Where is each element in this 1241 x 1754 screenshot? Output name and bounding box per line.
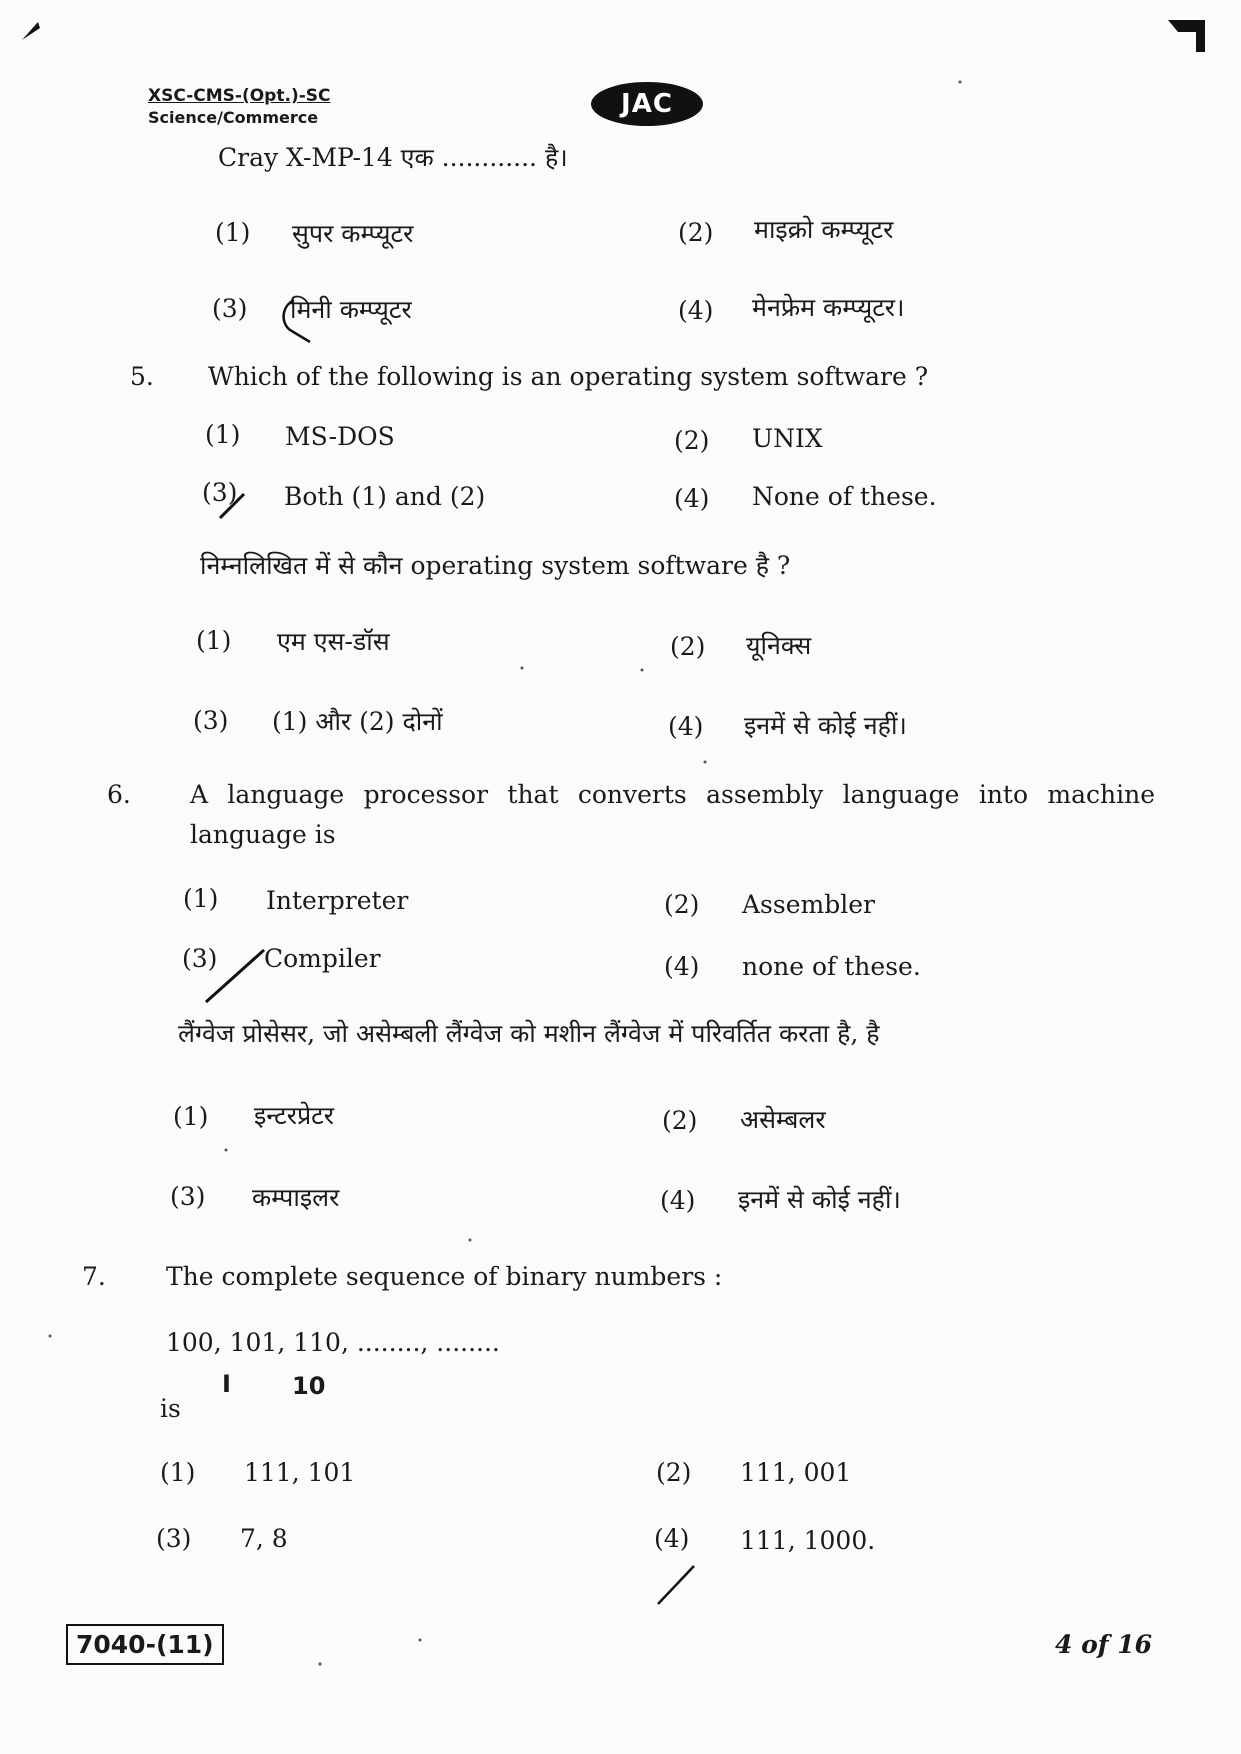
q5-en-option-3-text: Both (1) and (2) <box>284 482 486 511</box>
q7-number: 7. <box>82 1262 106 1291</box>
q7-option-3-num: (3) <box>156 1524 192 1553</box>
q5-hi-option-2-text: यूनिक्स <box>746 631 812 660</box>
tick-mark-q4 <box>284 300 310 342</box>
paper-code: XSC-CMS-(Opt.)-SC <box>148 86 331 106</box>
q5-en-option-1-num: (1) <box>205 420 241 449</box>
handwritten-note-2: 10 <box>292 1372 326 1400</box>
q4-option-3-num: (3) <box>212 294 248 323</box>
q5-hi-option-4-text: इनमें से कोई नहीं। <box>744 711 907 740</box>
stream-label: Science/Commerce <box>148 108 319 127</box>
q5-hi-option-4-num: (4) <box>668 712 704 741</box>
tick-mark-q5 <box>220 494 244 518</box>
handwritten-note-1: I <box>222 1370 231 1398</box>
q7-option-1-num: (1) <box>160 1458 196 1487</box>
q6-stem-en: A language processor that converts assembly language into machine language is <box>190 780 1155 849</box>
q5-hi-option-1-text: एम एस-डॉस <box>277 627 390 656</box>
q6-hi-option-3-num: (3) <box>170 1182 206 1211</box>
q6-en-option-3-num: (3) <box>182 944 218 973</box>
q5-en-option-2-text: UNIX <box>752 424 823 453</box>
q4-option-1-text: सुपर कम्प्यूटर <box>292 219 414 248</box>
q5-en-option-4-text: None of these. <box>752 482 937 511</box>
q6-en-option-4-num: (4) <box>664 952 700 981</box>
q5-stem-hindi: निम्नलिखित में से कौन operating system software है ? <box>200 551 791 580</box>
q6-hi-option-1-num: (1) <box>173 1102 209 1131</box>
q5-hi-option-2-num: (2) <box>670 632 706 661</box>
q5-en-option-3-num: (3) <box>202 478 238 507</box>
q7-option-2-num: (2) <box>656 1458 692 1487</box>
q4-option-2-text: माइक्रो कम्प्यूटर <box>754 215 894 244</box>
q7-option-3-text: 7, 8 <box>240 1524 288 1553</box>
q7-stem-en: The complete sequence of binary numbers : <box>166 1262 723 1291</box>
q7-option-1-text: 111, 101 <box>244 1458 356 1487</box>
q7-option-4-num: (4) <box>654 1524 690 1553</box>
q5-hi-option-3-num: (3) <box>193 706 229 735</box>
q6-en-option-4-text: none of these. <box>742 952 921 981</box>
q7-option-4-text: 111, 1000. <box>740 1526 876 1555</box>
q6-en-option-1-num: (1) <box>183 884 219 913</box>
q6-en-option-3-text: Compiler <box>264 944 381 973</box>
q4-option-3-text: मिनी कम्प्यूटर <box>290 295 412 324</box>
q5-stem-en: Which of the following is an operating system software ? <box>208 362 929 391</box>
q6-en-option-1-text: Interpreter <box>266 886 409 915</box>
q6-stem-hindi: लैंग्वेज प्रोसेसर, जो असेम्बली लैंग्वेज को मशीन लैंग्वेज में परिवर्तित करता है, है <box>178 1019 880 1048</box>
corner-mark-top-right <box>1168 20 1205 52</box>
q6-en-option-2-num: (2) <box>664 890 700 919</box>
q6-hi-option-4-text: इनमें से कोई नहीं। <box>738 1185 901 1214</box>
q7-sequence: 100, 101, 110, ........, ........ <box>166 1328 500 1357</box>
q6-hi-option-4-num: (4) <box>660 1186 696 1215</box>
q5-hi-option-1-num: (1) <box>196 626 232 655</box>
footer-paper-code: 7040-(11) <box>66 1624 224 1665</box>
q6-hi-option-3-text: कम्पाइलर <box>252 1183 340 1212</box>
q4-option-4-num: (4) <box>678 296 714 325</box>
q5-en-option-4-num: (4) <box>674 484 710 513</box>
q5-en-option-1-text: MS-DOS <box>285 422 395 451</box>
q4-option-1-num: (1) <box>215 218 251 247</box>
q4-option-4-text: मेनफ्रेम कम्प्यूटर। <box>752 293 905 322</box>
q6-hi-option-2-num: (2) <box>662 1106 698 1135</box>
jac-badge: JAC <box>591 82 703 126</box>
q5-hi-option-3-text: (1) और (2) दोनों <box>272 707 443 736</box>
q6-number: 6. <box>107 780 131 809</box>
q4-option-2-num: (2) <box>678 218 714 247</box>
tick-mark-q6 <box>206 950 264 1002</box>
q6-hi-option-2-text: असेम्बलर <box>740 1105 826 1134</box>
q5-en-option-2-num: (2) <box>674 426 710 455</box>
q7-option-2-text: 111, 001 <box>740 1458 852 1487</box>
q7-stem-end: is <box>160 1394 181 1423</box>
q4-stem-hindi: Cray X-MP-14 एक ............ है। <box>218 143 568 172</box>
tick-mark-q7 <box>658 1566 694 1604</box>
q6-en-option-2-text: Assembler <box>742 890 875 919</box>
page-number: 4 of 16 <box>1055 1630 1153 1659</box>
q6-hi-option-1-text: इन्टरप्रेटर <box>254 1101 335 1130</box>
q5-number: 5. <box>130 362 154 391</box>
corner-mark-top-left <box>22 22 40 40</box>
